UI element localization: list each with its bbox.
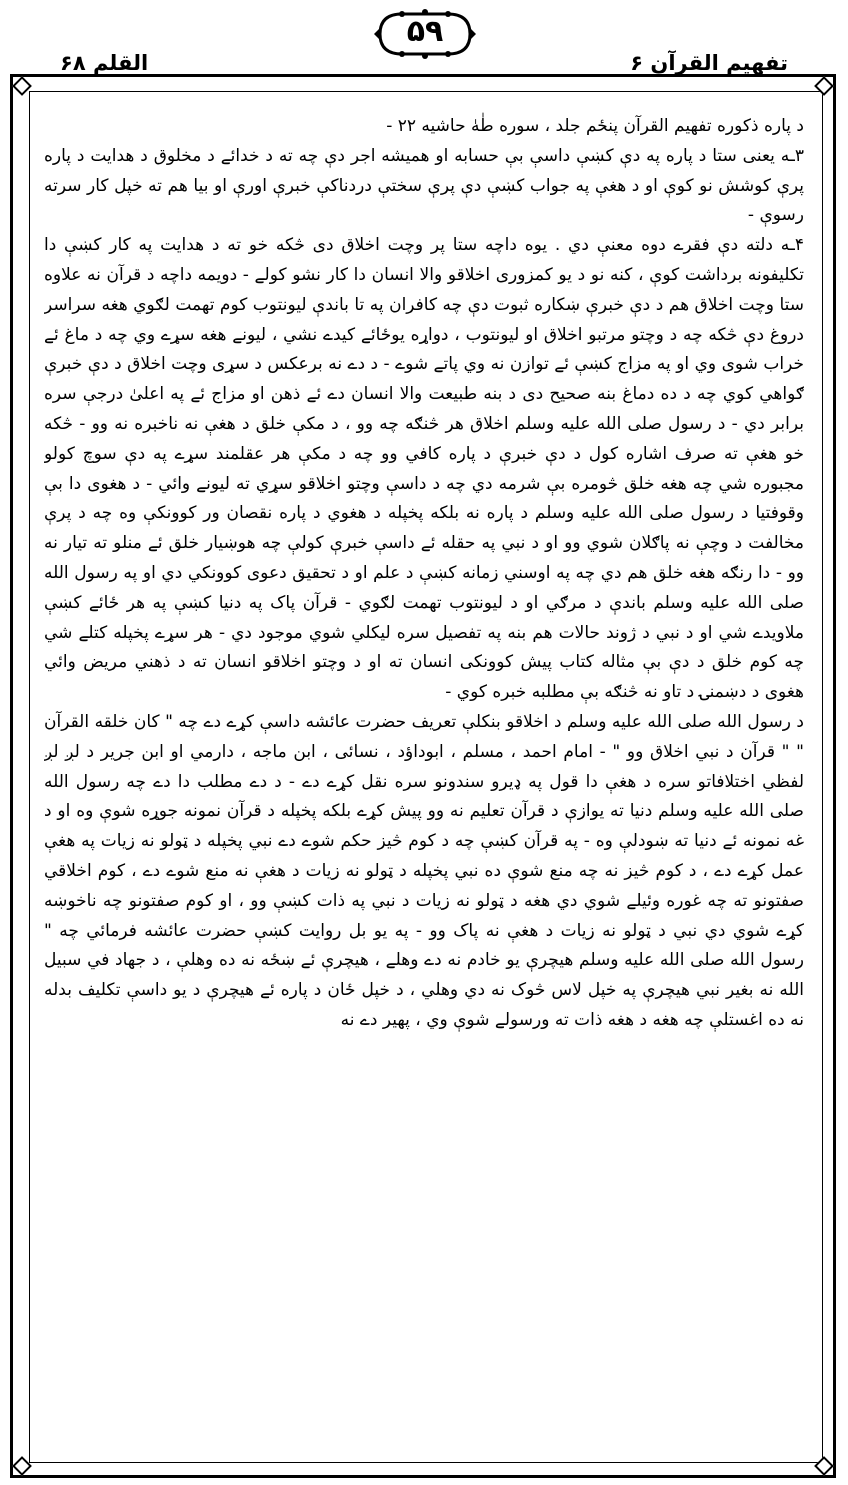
header-book-title: تفهیم القرآن ۶ <box>630 51 788 75</box>
footnote-3: ۳ـه یعنی ستا د پاره په دې کښې داسې بې حسابه او همیشه اجر دې چه ته د خدائے د مخلوق د هدایت د پاره پرې کوشش نو کوې او د هغې په جواب کښې دې پرې سختې دردناکې خبرې اورې او بیا هم ته خپل کار سرته رسوې - <box>44 145 804 226</box>
page-number: ۵۹ <box>406 14 444 49</box>
footnote-4: ۴ـه دلته دې فقرے دوه معنې دي . یوه داچه ستا پر وچت اخلاق دی څکه خو ته د هدایت په کار کښې دا تکلیفونه برداشت کوې ، کنه نو د یو کمزوری اخلاقو والا انسان دا کار نشو کولے - دویمه داچه د قرآن نه علاوه ستا وچت اخلاق هم د دې خبرې ښکاره ثبوت دې چه کافران په تا باندې لیونتوب کوم تهمت لګوي هغه سراسر دروغ دې څکه چه د وچتو مرتبو اخلاق او لیونتوب ، دواړه یوځائے کیدے نشي ، لیونے هغه سړے وي چه د ماغ ئے خراب شوی وي او په مزاج کښې ئے توازن نه وي پاتے شوے - د دے نه برعکس د سړی وچت اخلاق د دې خبرې ګواهي کوي چه د ده دماغ بنه صحیح دی د بنه طبیعت والا انسان دے ئے ذهن او مزاج ئے په اعلیٰ درجې سره برابر دي - د رسول صلی الله علیه وسلم اخلاق هر څنګه چه وو ، د مکې خلق د هغې نه ناخبره نه وو - څکه خو هغې ته صرف اشاره کول د دې خبرې د پاره کافي وو چه د مکې هر عقلمند سړے په دې سوچ کولو مجبوره شي چه هغه خلق څومره بې شرمه دي چه د داسې وچتو اخلاقو سړي ته لیونے وائي - د هغوی دا بې وقوفتیا د رسول صلی الله علیه وسلم د پاره نه بلکه پخپله د هغوي د پاره نقصان ور کوونکې وه چه د پرې مخالفت د وچې نه پاګلان شوي وو او د نبي په حقله ئے داسې خبرې کولې چه هوښیار خلق ئے منلو ته تیار نه وو - دا رنګه هغه خلق هم دي چه په اوسني زمانه کښې د علم او د تحقیق دعوی کوونکي دي او په رسول الله صلی الله علیه وسلم باندې د مرګي او د لیونتوب تهمت لګوي - قرآن پاک په دنیا کښې په هر ځائے کښې ملاویدے شي او د نبي د ژوند حالات هم بنه په تفصیل سره لیکلي شوي موجود دي - هر سړے پخپله کتلے شي چه کوم خلق د دې بې مثاله کتاب پیش کوونکی انسان ته او د وچتو اخلاقو انسان ته د ذهني مریض وائي هغوی د دښمنۍ د تاو نه څنګه بې مطلبه خبره کوي - <box>44 235 804 703</box>
header-surah-title: القلم ۶۸ <box>60 51 149 75</box>
hadith-paragraph: د رسول الله صلی الله علیه وسلم د اخلاقو بنکلې تعریف حضرت عائشه داسې کړے دے چه " کان خلقه القرآن " " قرآن د نبي اخلاق وو " - امام احمد ، مسلم ، ابوداؤد ، نسائی ، ابن ماجه ، دارمي او ابن جریر د لږ لږ لفظي اختلافاتو سره د هغې دا قول په ډیرو سندونو سره نقل کړے دے - د دے مطلب دا دے چه رسول الله صلی الله علیه وسلم دنیا ته یوازې د قرآن تعلیم نه وو پیش کړے بلکه پخپله د قرآن نمونه جوړه شوې وه او د غه نمونه ئے دنیا ته ښودلې وه - په قرآن کښې چه د کوم څیز حکم شوے دے نبي پخپله د ټولو نه زیات په هغې عمل کړے دے ، د کوم څیز نه چه منع شوې ده نبي پخپله د ټولو نه زیات د هغې نه منع شوے دے ، کوم اخلاقي صفتونو ته چه غوره وئیلے شوي دي هغه د ټولو نه زیات د نبي په ذات کښې وو ، او کوم صفتونو چه ناخوښه کړے شوي دي نبي د ټولو نه زیات د هغې نه پاک وو - په یو بل روایت کښې حضرت عائشه فرمائي چه " رسول الله صلی الله علیه وسلم هیچرې یو خادم نه دے وهلے ، هیچرې ئے ښځه نه ده وهلې ، د جهاد في سبیل الله نه بغیر نبي هیچرې په خپل لاس څوک نه دي وهلي ، د خپل ځان د پاره ئے هیچرې د یو داسې تکلیف بدله نه ده اغستلې چه هغه د هغه ذات ته ورسولے شوې وي ، پهیر دے نه <box>44 711 804 1030</box>
reference-line: د پاره ذکوره تفهیم القرآن پنځم جلد ، سوره طٰهٰ حاشیه ۲۲ - <box>386 116 804 136</box>
commentary-body <box>44 112 804 1472</box>
